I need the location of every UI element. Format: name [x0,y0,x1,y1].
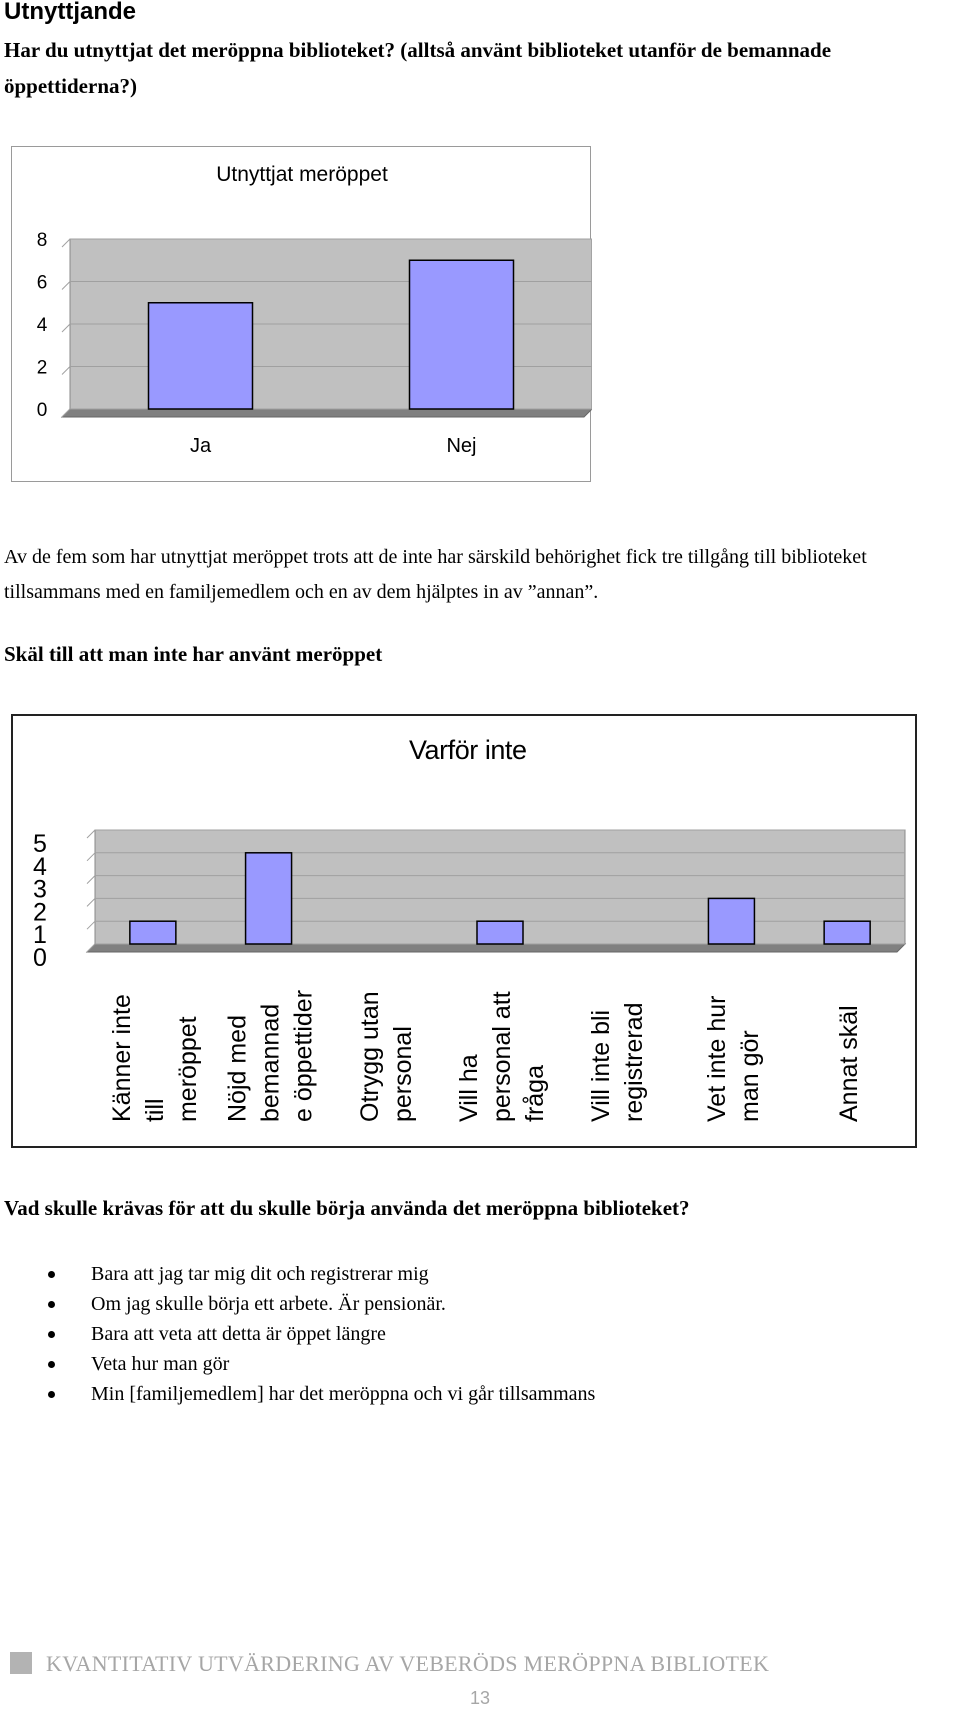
x-category-label-line: Känner inte [107,994,136,1122]
page-number: 13 [470,1688,491,1708]
x-category-label-line: Annat skäl [835,1005,864,1122]
x-category-label-line: personal att [488,991,516,1122]
y-tick-label: 8 [36,230,48,251]
bar [130,921,176,944]
question-reasons-not-used: Skäl till att man inte har använt meröppet [4,642,383,666]
chart2-svg [13,716,915,1146]
x-category-label-line: Vill inte bli [587,1009,616,1122]
y-tick-label: 0 [36,400,48,421]
y-tick-label: 1 [33,921,47,950]
bullet-icon [48,1331,55,1338]
y-tick-label: 0 [33,944,47,972]
bar [824,921,870,944]
x-category-label-line: fråga [521,1065,549,1122]
bar [477,921,523,944]
x-category-label [356,991,417,1122]
chart-title: Utnyttjat meröppet [216,163,388,186]
gridline-side [87,853,95,861]
answer-text: Bara att jag tar mig dit och registrerar mig [91,1263,429,1285]
bar-ja [149,303,253,409]
footer-title: KVANTITATIV UTVÄRDERING AV VEBERÖDS MERÖPPNA BIBLIOTEK [46,1651,770,1676]
x-category-label [108,994,202,1122]
x-category-label-line: registrerad [620,1002,649,1122]
x-category-label [587,1003,648,1123]
y-tick-label: 5 [33,830,47,858]
bullet-icon [48,1271,55,1278]
y-tick-label: 3 [33,875,47,904]
y-tick-label: 6 [36,272,48,294]
bullet-icon [48,1361,55,1368]
list-item [48,1289,595,1319]
answer-text: Min [familjemedlem] har det meröppna och vi går tillsammans [91,1383,596,1405]
x-category-label-line: Otrygg utan [355,991,384,1122]
answer-text: Veta hur man gör [91,1353,230,1375]
x-category-label-line: Nöjd med [223,1015,252,1122]
x-category-label [703,996,764,1122]
bullet-icon [48,1391,55,1398]
answer-text: Om jag skulle börja ett arbete. Är pensionär. [91,1293,446,1315]
gridline-side [62,282,70,290]
x-category-label-line: bemannad [256,1003,285,1122]
gridline-side [87,921,95,929]
plot-floor [87,944,905,952]
y-tick-label: 4 [36,315,48,336]
x-category-label-line: Vill ha [455,1054,483,1122]
bar-nej [410,260,514,409]
answers-list [48,1259,595,1409]
gridline-side [87,898,95,906]
list-item [48,1349,595,1379]
y-tick-label: 4 [33,852,47,881]
chart-title: Varför inte [409,735,527,765]
gridline-side [87,876,95,884]
plot-floor [62,409,592,417]
x-category-label-line: man gör [735,1030,764,1122]
list-item [48,1379,595,1409]
y-tick-label: 2 [33,898,47,927]
x-category-label-line: personal [388,1026,417,1122]
gridline-side [62,324,70,332]
x-category-label: Ja [189,435,212,457]
bullet-icon [48,1301,55,1308]
gridline-side [87,830,95,838]
list-item [48,1259,595,1289]
x-category-label-line: e öppettider [289,989,318,1122]
question-what-required: Vad skulle krävas för att du skulle börja använda det meröppna biblioteket? [4,1196,690,1220]
gridline-side [62,367,70,375]
question-used-library: Har du utnyttjat det meröppna biblioteket? (alltså använt biblioteket utanför de bemannade öppettiderna?) [4,38,832,98]
x-category-label [224,990,318,1122]
summary-paragraph: Av de fem som har utnyttjat meröppet trots att de inte har särskild behörighet fick tre tillgång till biblioteket tillsammans med en familjemedlem och en av dem hjälptes in av ”annan”. [4,546,867,603]
x-category-label-line: till [140,1098,169,1122]
answer-text: Bara att veta att detta är öppet längre [91,1323,386,1345]
bar [246,853,292,944]
footer-square-icon [10,1652,32,1674]
x-category-label [455,991,549,1122]
list-item [48,1319,595,1349]
x-category-label [835,1005,863,1122]
x-category-label-line: Vet inte hur [702,995,731,1122]
chart-why-not [11,714,917,1148]
chart1-svg [12,147,592,483]
x-category-label-line: meröppet [173,1016,202,1122]
bar [708,898,754,944]
gridline-side [62,239,70,247]
chart-used-after-hours [11,146,591,482]
y-tick-label: 2 [36,357,48,379]
section-title: Utnyttjande [4,0,136,25]
x-category-label: Nej [446,435,477,457]
